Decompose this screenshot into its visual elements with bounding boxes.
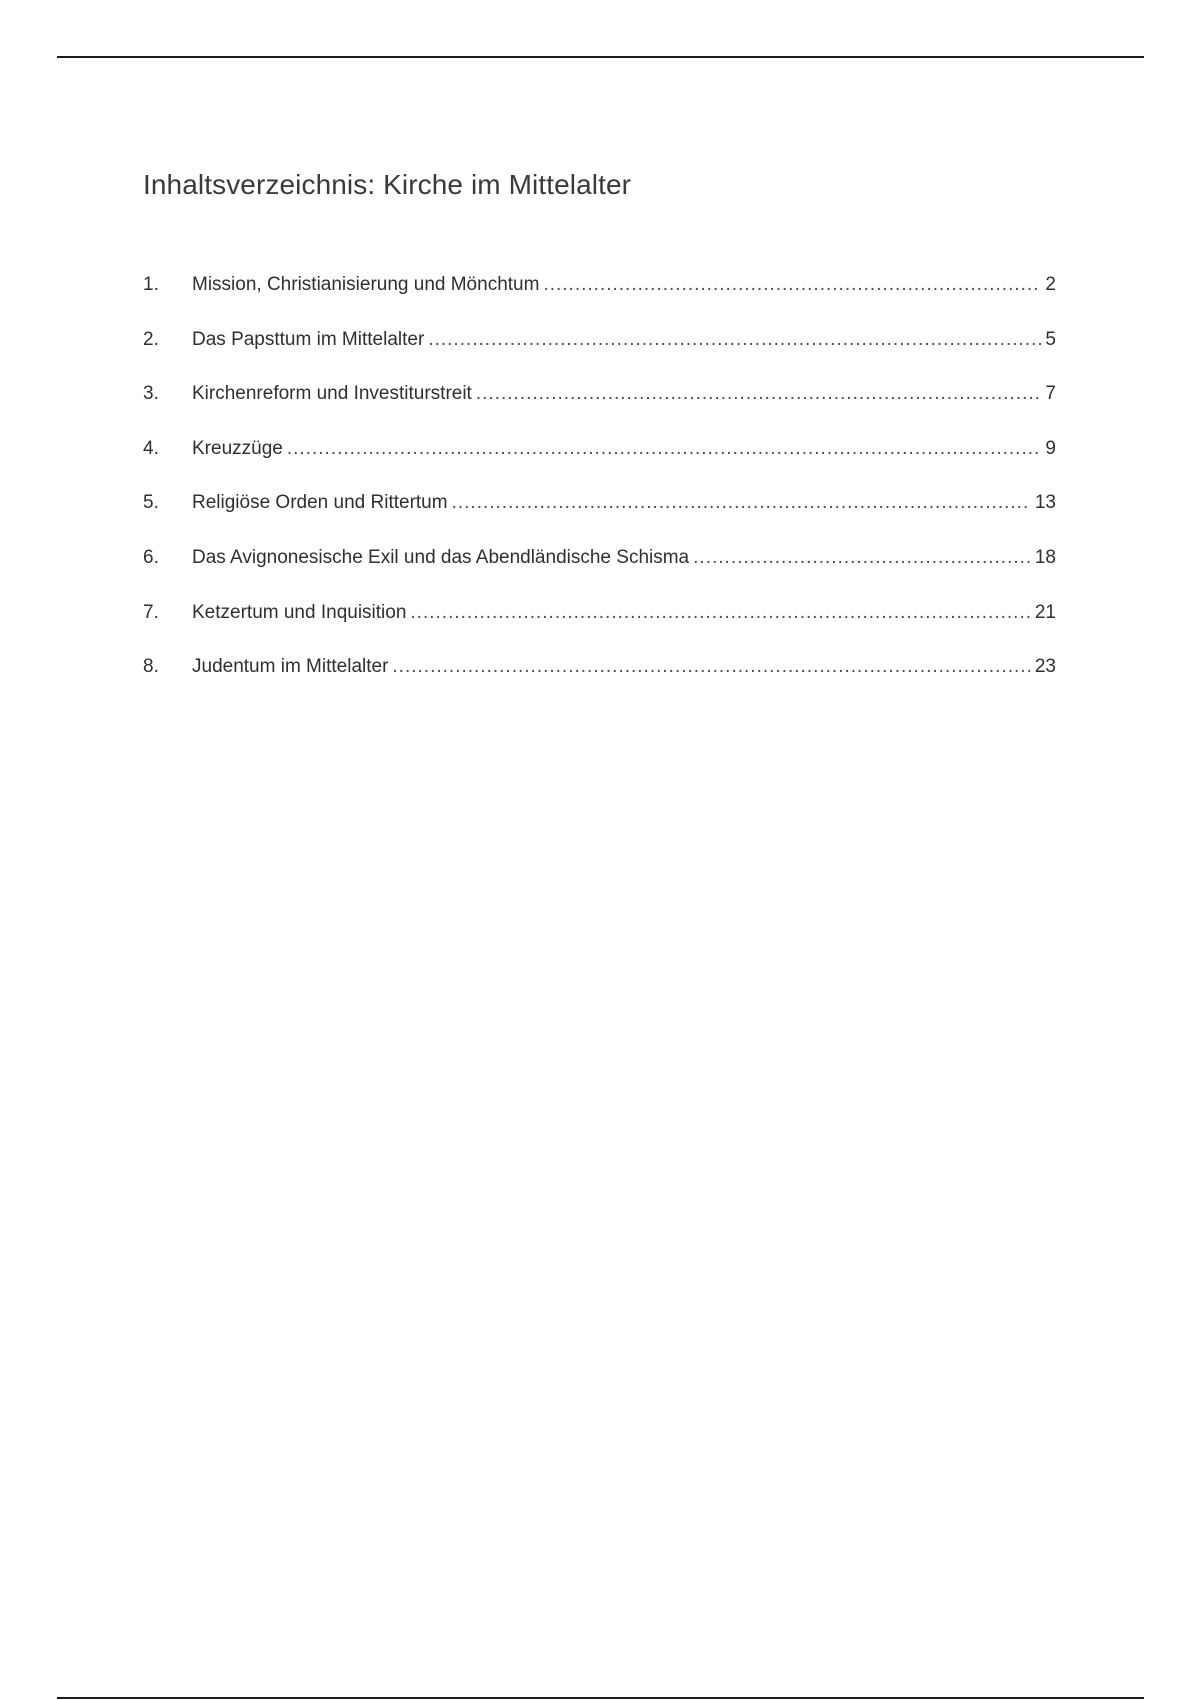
toc-entry-1[interactable] <box>143 270 1056 300</box>
toc-entry-page: 13 <box>1034 492 1056 514</box>
toc-entry-title: Ketzertum und Inquisition <box>192 601 407 623</box>
toc-entry-page: 21 <box>1034 601 1056 623</box>
toc-entry-number: 5. <box>143 492 159 514</box>
toc-dot-leader <box>543 270 1041 300</box>
table-of-contents <box>143 270 1056 707</box>
toc-entry-title: Das Papsttum im Mittelalter <box>192 328 425 350</box>
toc-entry-8[interactable] <box>143 652 1056 682</box>
toc-entry-2[interactable] <box>143 325 1056 355</box>
toc-entry-title: Kirchenreform und Investiturstreit <box>192 383 472 405</box>
toc-dot-leader <box>392 652 1030 682</box>
footer-rule <box>57 1697 1144 1699</box>
toc-dot-leader <box>476 379 1042 409</box>
toc-entry-page: 18 <box>1034 546 1056 568</box>
toc-entry-page: 7 <box>1045 383 1056 405</box>
toc-dot-leader <box>452 488 1031 518</box>
toc-entry-number: 3. <box>143 383 159 405</box>
toc-entry-number: 1. <box>143 274 159 295</box>
toc-dot-leader <box>287 434 1042 464</box>
toc-entry-page: 9 <box>1045 437 1056 459</box>
toc-dot-leader <box>428 325 1041 355</box>
toc-entry-page: 5 <box>1045 328 1056 350</box>
toc-entry-title: Judentum im Mittelalter <box>192 656 389 678</box>
toc-entry-page: 2 <box>1045 274 1056 295</box>
toc-entry-title: Das Avignonesische Exil und das Abendländische Schisma <box>192 546 690 568</box>
page-title: Inhaltsverzeichnis: Kirche im Mittelalter <box>143 169 632 200</box>
toc-entry-number: 4. <box>143 437 159 459</box>
toc-entry-7[interactable] <box>143 598 1056 628</box>
toc-entry-number: 8. <box>143 656 159 678</box>
toc-entry-title: Religiöse Orden und Rittertum <box>192 492 448 514</box>
toc-entry-6[interactable] <box>143 543 1056 573</box>
toc-dot-leader <box>693 543 1031 573</box>
toc-entry-3[interactable] <box>143 379 1056 409</box>
toc-entry-4[interactable] <box>143 434 1056 464</box>
toc-entry-number: 7. <box>143 601 159 623</box>
toc-entry-title: Mission, Christianisierung und Mönchtum <box>192 274 540 295</box>
toc-entry-number: 6. <box>143 546 159 568</box>
toc-dot-leader <box>410 598 1030 628</box>
header-rule <box>57 56 1144 58</box>
toc-entry-number: 2. <box>143 328 159 350</box>
toc-entry-5[interactable] <box>143 488 1056 518</box>
toc-entry-page: 23 <box>1034 656 1056 678</box>
toc-entry-title: Kreuzzüge <box>192 437 283 459</box>
